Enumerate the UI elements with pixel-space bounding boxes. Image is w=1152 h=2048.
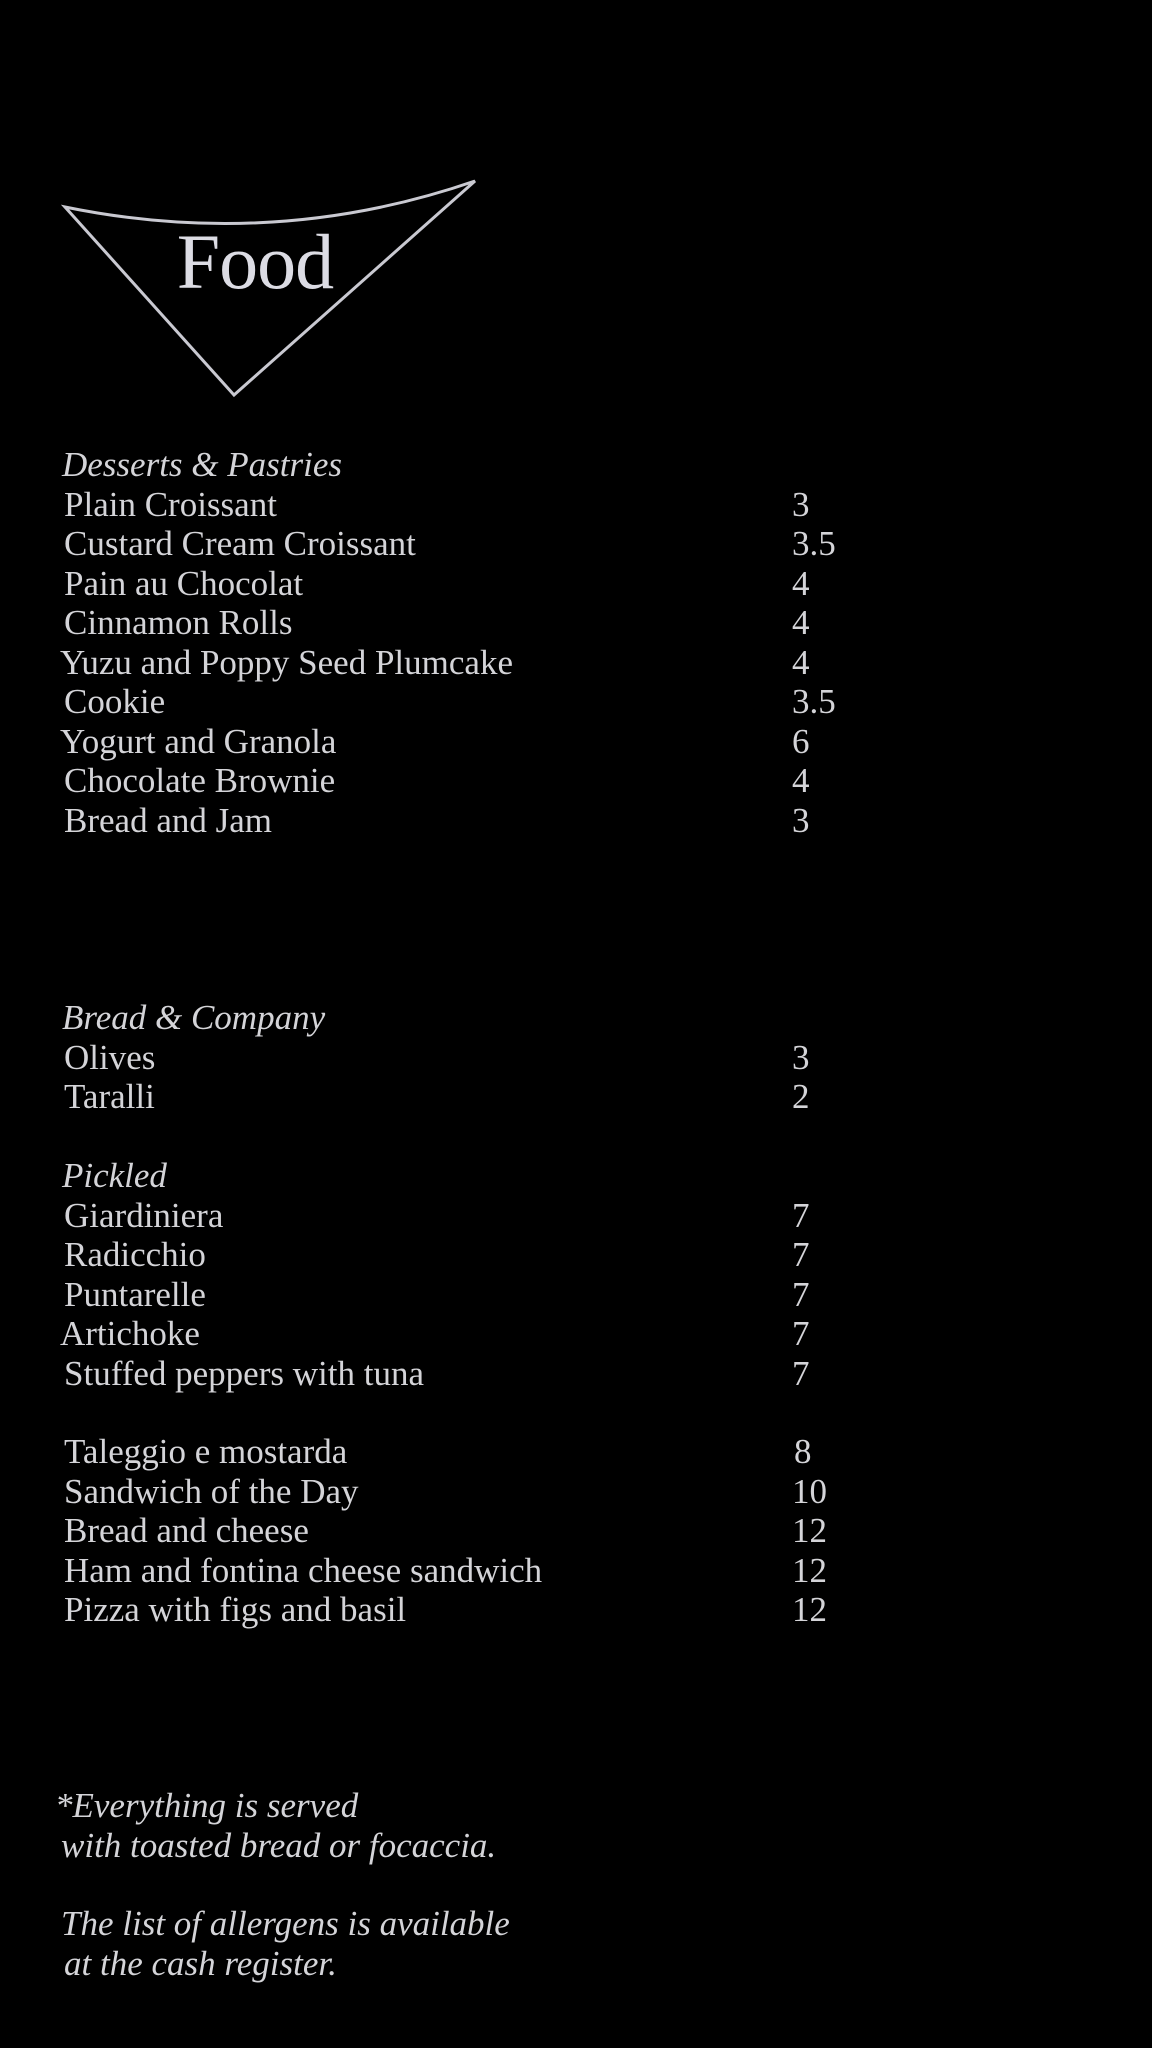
item-price: 12 [792,1590,827,1629]
item-price: 7 [792,1314,810,1353]
menu-item [62,761,862,801]
item-name: Taleggio e mostarda [64,1432,348,1471]
section-title: Desserts & Pastries [62,445,342,484]
item-name: Artichoke [60,1314,200,1353]
section-desserts-pastries [62,445,862,840]
food-logo [60,175,485,400]
page-title: Food [176,218,334,305]
item-price: 2 [792,1077,810,1116]
section-title: Pickled [62,1156,167,1195]
menu-item [62,1432,862,1472]
item-name: Chocolate Brownie [64,761,336,800]
menu-item [62,1038,862,1078]
menu-item [62,1275,862,1315]
allergens-note [55,1904,755,1983]
item-name: Stuffed peppers with tuna [64,1353,424,1393]
item-name: Yogurt and Granola [60,721,337,761]
item-name: Bread and cheese [64,1511,309,1550]
menu-item [62,485,862,525]
item-price: 4 [792,603,810,642]
item-name: Giardiniera [64,1195,224,1235]
item-name: Radicchio [64,1235,206,1274]
item-price: 3.5 [792,524,836,563]
item-name: Olives [64,1037,156,1077]
item-name: Yuzu and Poppy Seed Plumcake [60,642,513,682]
menu-item [62,1551,862,1591]
menu-item [62,643,862,683]
served-note [55,1786,755,1865]
item-price: 12 [792,1511,827,1550]
allergens-note-line: The list of allergens is available [61,1904,510,1943]
menu-item [62,1196,862,1236]
item-price: 10 [792,1471,827,1511]
menu-item [62,1077,862,1117]
item-price: 4 [792,563,810,603]
item-name: Cinnamon Rolls [64,603,293,642]
served-note-line: *Everything is served [55,1786,359,1825]
item-price: 3 [792,800,810,840]
menu-item [62,603,862,643]
item-price: 6 [792,721,810,761]
item-price: 7 [792,1274,810,1314]
menu-item [62,1472,862,1512]
item-name: Pizza with figs and basil [64,1590,407,1629]
menu-item [62,682,862,722]
section-pickled [62,1156,862,1393]
menu-item [62,1511,862,1551]
menu-item [62,524,862,564]
item-name: Plain Croissant [64,484,277,524]
item-price: 7 [792,1235,810,1274]
item-price: 3 [792,1037,810,1077]
item-name: Pain au Chocolat [64,563,304,603]
menu-item [62,1235,862,1275]
allergens-note-line: at the cash register. [64,1943,337,1983]
item-name: Ham and fontina cheese sandwich [64,1550,543,1590]
item-price: 8 [794,1432,812,1471]
menu-item [62,801,862,841]
served-note-line: with toasted bread or focaccia. [61,1825,497,1865]
menu-item [62,564,862,604]
item-price: 4 [792,642,810,682]
item-name: Taralli [64,1077,155,1116]
item-name: Puntarelle [64,1274,206,1314]
item-price: 3 [792,484,810,524]
menu-item [62,1314,862,1354]
item-price: 4 [792,761,810,800]
item-name: Bread and Jam [64,800,272,840]
menu-item [62,1590,862,1630]
item-name: Cookie [64,682,166,721]
menu-item [62,1354,862,1394]
section-bread-company [62,998,862,1117]
item-price: 7 [792,1353,810,1393]
item-name: Sandwich of the Day [64,1471,359,1511]
item-price: 7 [792,1195,810,1235]
item-name: Custard Cream Croissant [64,524,416,563]
menu-item [62,722,862,762]
section-title: Bread & Company [62,998,326,1037]
item-price: 12 [792,1550,827,1590]
section-sandwiches [62,1432,862,1630]
item-price: 3.5 [792,682,836,721]
